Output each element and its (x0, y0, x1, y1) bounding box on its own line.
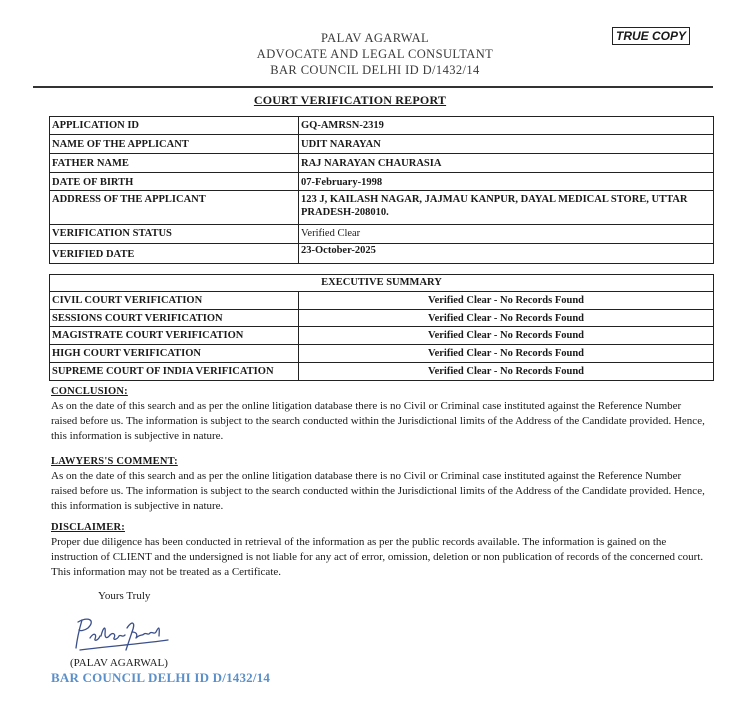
row-label: HIGH COURT VERIFICATION (50, 345, 299, 363)
row-value: 23-October-2025 (299, 244, 714, 264)
advocate-name: PALAV AGARWAL (320, 31, 430, 45)
row-label: FATHER NAME (50, 154, 299, 173)
letterhead-bar-id: BAR COUNCIL DELHI ID D/1432/14 (270, 63, 480, 77)
row-value: RAJ NARAYAN CHAURASIA (299, 154, 714, 173)
conclusion-section (51, 384, 706, 444)
row-label: CIVIL COURT VERIFICATION (50, 292, 299, 310)
signatory-name: (PALAV AGARWAL) (70, 657, 168, 669)
row-value: Verified Clear - No Records Found (299, 292, 714, 310)
disclaimer-section (51, 520, 706, 580)
row-label: APPLICATION ID (50, 117, 299, 135)
true-copy-stamp: TRUE COPY (612, 27, 690, 45)
row-value: Verified Clear - No Records Found (299, 310, 714, 327)
row-value: GQ-AMRSN-2319 (299, 117, 714, 135)
header-divider (33, 86, 713, 88)
table-row (50, 191, 714, 225)
table-row (50, 275, 714, 292)
table-row (50, 154, 714, 173)
row-label: DATE OF BIRTH (50, 173, 299, 191)
table-row (50, 345, 714, 363)
advocate-designation: ADVOCATE AND LEGAL CONSULTANT (256, 47, 494, 61)
table-row (50, 244, 714, 264)
row-value: Verified Clear - No Records Found (299, 363, 714, 381)
row-value: 123 J, KAILASH NAGAR, JAJMAU KANPUR, DAYAL MEDICAL STORE, UTTAR PRADESH-208010. (299, 191, 714, 225)
row-value: Verified Clear - No Records Found (299, 327, 714, 345)
row-value: Verified Clear (299, 225, 714, 244)
row-label: SUPREME COURT OF INDIA VERIFICATION (50, 363, 299, 381)
table-row (50, 327, 714, 345)
table-row (50, 173, 714, 191)
conclusion-heading: CONCLUSION: (51, 386, 128, 397)
closing-bar-id: BAR COUNCIL DELHI ID D/1432/14 (51, 670, 271, 685)
applicant-details-table (49, 116, 714, 264)
executive-summary-table (49, 274, 714, 381)
table-row (50, 225, 714, 244)
report-title: COURT VERIFICATION REPORT (253, 93, 447, 107)
disclaimer-text: Proper due diligence has been conducted in retrieval of the information as per the public records available. The information is gained on the instruction of CLIENT and the undersigned is not liable for any act of error, omission, deletion or non publication of records of the concerned court. This information may not be treated as a Certificate. (51, 536, 704, 578)
row-label: NAME OF THE APPLICANT (50, 135, 299, 154)
row-label: MAGISTRATE COURT VERIFICATION (50, 327, 299, 345)
row-label: VERIFIED DATE (50, 244, 299, 264)
row-value: 07-February-1998 (299, 173, 714, 191)
row-label: VERIFICATION STATUS (50, 225, 299, 244)
row-value: Verified Clear - No Records Found (299, 345, 714, 363)
disclaimer-heading: DISCLAIMER: (51, 522, 125, 533)
summary-title: EXECUTIVE SUMMARY (50, 275, 714, 292)
lawyers-comment-heading: LAWYERS'S COMMENT: (51, 456, 178, 467)
row-value: UDIT NARAYAN (299, 135, 714, 154)
row-label: ADDRESS OF THE APPLICANT (50, 191, 299, 225)
table-row (50, 363, 714, 381)
table-row (50, 292, 714, 310)
table-row (50, 310, 714, 327)
lawyers-comment-section (51, 454, 706, 514)
table-row (50, 135, 714, 154)
closing-salutation: Yours Truly (98, 590, 151, 602)
lawyers-comment-text: As on the date of this search and as per the online litigation database there is no Civil or Criminal case instituted against the Reference Number raised before us. The information is subject to the search conducted within the Jurisdictional limits of the Address of the Candidate provided. Hence, this information is subjective in nature. (51, 470, 705, 512)
signature-image (70, 610, 180, 656)
conclusion-text: As on the date of this search and as per the online litigation database there is no Civil or Criminal case instituted against the Reference Number raised before us. The information is subject to the search conducted within the Jurisdictional limits of the Address of the Candidate provided. Hence, this information is subjective in nature. (51, 400, 705, 442)
table-row (50, 117, 714, 135)
row-label: SESSIONS COURT VERIFICATION (50, 310, 299, 327)
